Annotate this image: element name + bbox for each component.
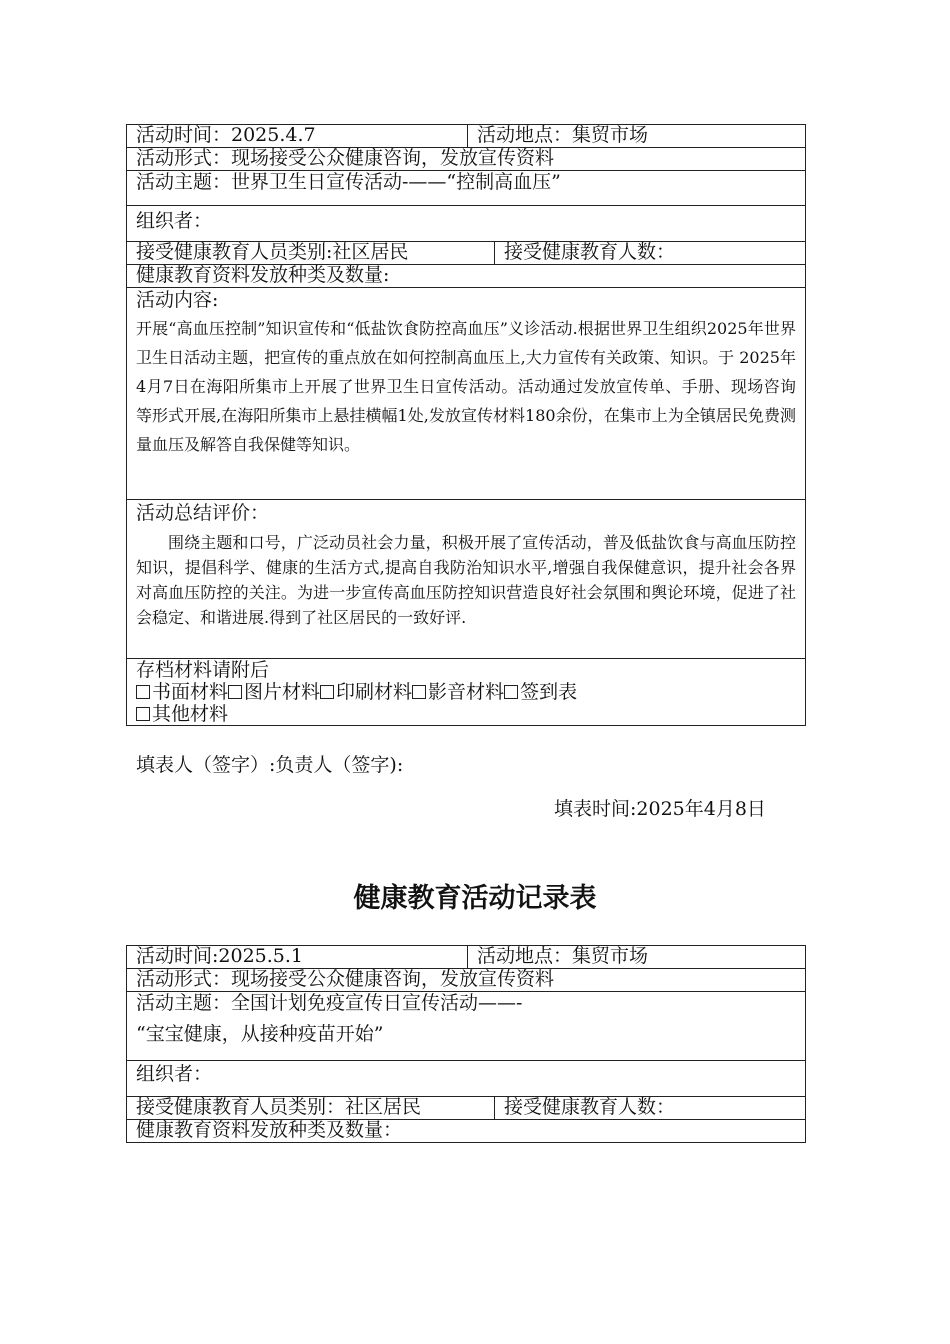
- checkbox-icon: [412, 685, 426, 699]
- participant-category: 接受健康教育人员类别:社区居民: [127, 242, 495, 264]
- archive-options-row-1: [127, 681, 805, 703]
- checkbox-picture[interactable]: 图片材料: [228, 681, 320, 703]
- page-title: 健康教育活动记录表: [353, 883, 597, 914]
- checkbox-written[interactable]: 书面材料: [136, 681, 228, 703]
- record-table-1: [126, 124, 806, 726]
- activity-time: 活动时间:2025.5.1: [127, 946, 468, 968]
- summary-text: 围绕主题和口号，广泛动员社会力量，积极开展了宣传活动，普及低盐饮食与高血压防控知识，提倡科学、健康的生活方式,提高自我防治知识水平,增强自我保健意识，提升社会各界对高血压防控的关注。为进一步宣传高血压防控知识营造良好社会氛围和舆论环境，促进了社会稳定、和谐进展.得到了社区居民的一致好评.: [136, 533, 796, 627]
- checkbox-icon: [228, 685, 242, 699]
- activity-place: 活动地点：集贸市场: [477, 945, 649, 967]
- participant-category: 接受健康教育人员类别：社区居民: [127, 1097, 495, 1119]
- theme-line-2: “宝宝健康，从接种疫苗开始”: [136, 1023, 384, 1045]
- fill-date: 填表时间:2025年4月8日: [554, 798, 766, 820]
- record-table-2: [126, 945, 806, 1143]
- participant-count: 接受健康教育人数：: [504, 241, 676, 263]
- theme-line-1: 活动主题：全国计划免疫宣传日宣传活动——-: [136, 992, 523, 1014]
- time-place-row: [127, 946, 805, 969]
- checkbox-icon: [320, 685, 334, 699]
- checkbox-icon: [136, 707, 150, 721]
- checkbox-sign-in[interactable]: 签到表: [504, 681, 577, 703]
- activity-theme: 活动主题：世界卫生日宣传活动-——“控制高血压”: [127, 171, 805, 206]
- checkbox-printed[interactable]: 印刷材料: [320, 681, 412, 703]
- content-text: 开展“高血压控制”知识宣传和“低盐饮食防控高血压”义诊活动.根据世界卫生组织2025年世界卫生日活动主题，把宣传的重点放在如何控制高血压上,大力宣传有关政策、知识。于 2025年4月7日在海阳所集市上开展了世界卫生日宣传活动。活动通过发放宣传单、手册、现场咨询等形式开展,在海阳所集市上悬挂横幅1处,发放宣传材料180余份，在集市上为全镇居民免费测量血压及解答自我保健等知识。: [136, 319, 796, 454]
- participant-count: 接受健康教育人数：: [504, 1096, 676, 1118]
- materials-distributed: 健康教育资料发放种类及数量：: [136, 1119, 403, 1141]
- materials-distributed: 健康教育资料发放种类及数量:: [127, 265, 805, 288]
- category-count-row: [127, 1097, 805, 1120]
- summary-section: [127, 500, 805, 659]
- checkbox-icon: [504, 685, 518, 699]
- summary-label: 活动总结评价：: [136, 502, 270, 524]
- content-section: [127, 288, 805, 500]
- archive-label: 存档材料请附后: [136, 659, 270, 681]
- category-count-row: [127, 242, 805, 265]
- activity-time: 活动时间：2025.4.7: [127, 125, 468, 147]
- activity-theme: [127, 992, 805, 1061]
- checkbox-icon: [136, 685, 150, 699]
- signers: 填表人（签字）:负责人（签字):: [136, 754, 404, 776]
- activity-place: 活动地点：集贸市场: [477, 124, 649, 146]
- archive-section: [127, 659, 805, 725]
- organizer: 组织者：: [127, 1061, 805, 1097]
- archive-options-row-2: [127, 703, 805, 725]
- time-place-row: [127, 125, 805, 148]
- organizer: 组织者：: [127, 206, 805, 242]
- activity-form: 活动形式：现场接受公众健康咨询，发放宣传资料: [127, 969, 805, 992]
- content-label: 活动内容:: [136, 289, 219, 311]
- activity-form: 活动形式：现场接受公众健康咨询，发放宣传资料: [127, 148, 805, 171]
- checkbox-other[interactable]: 其他材料: [136, 703, 228, 725]
- checkbox-audio-video[interactable]: 影音材料: [412, 681, 504, 703]
